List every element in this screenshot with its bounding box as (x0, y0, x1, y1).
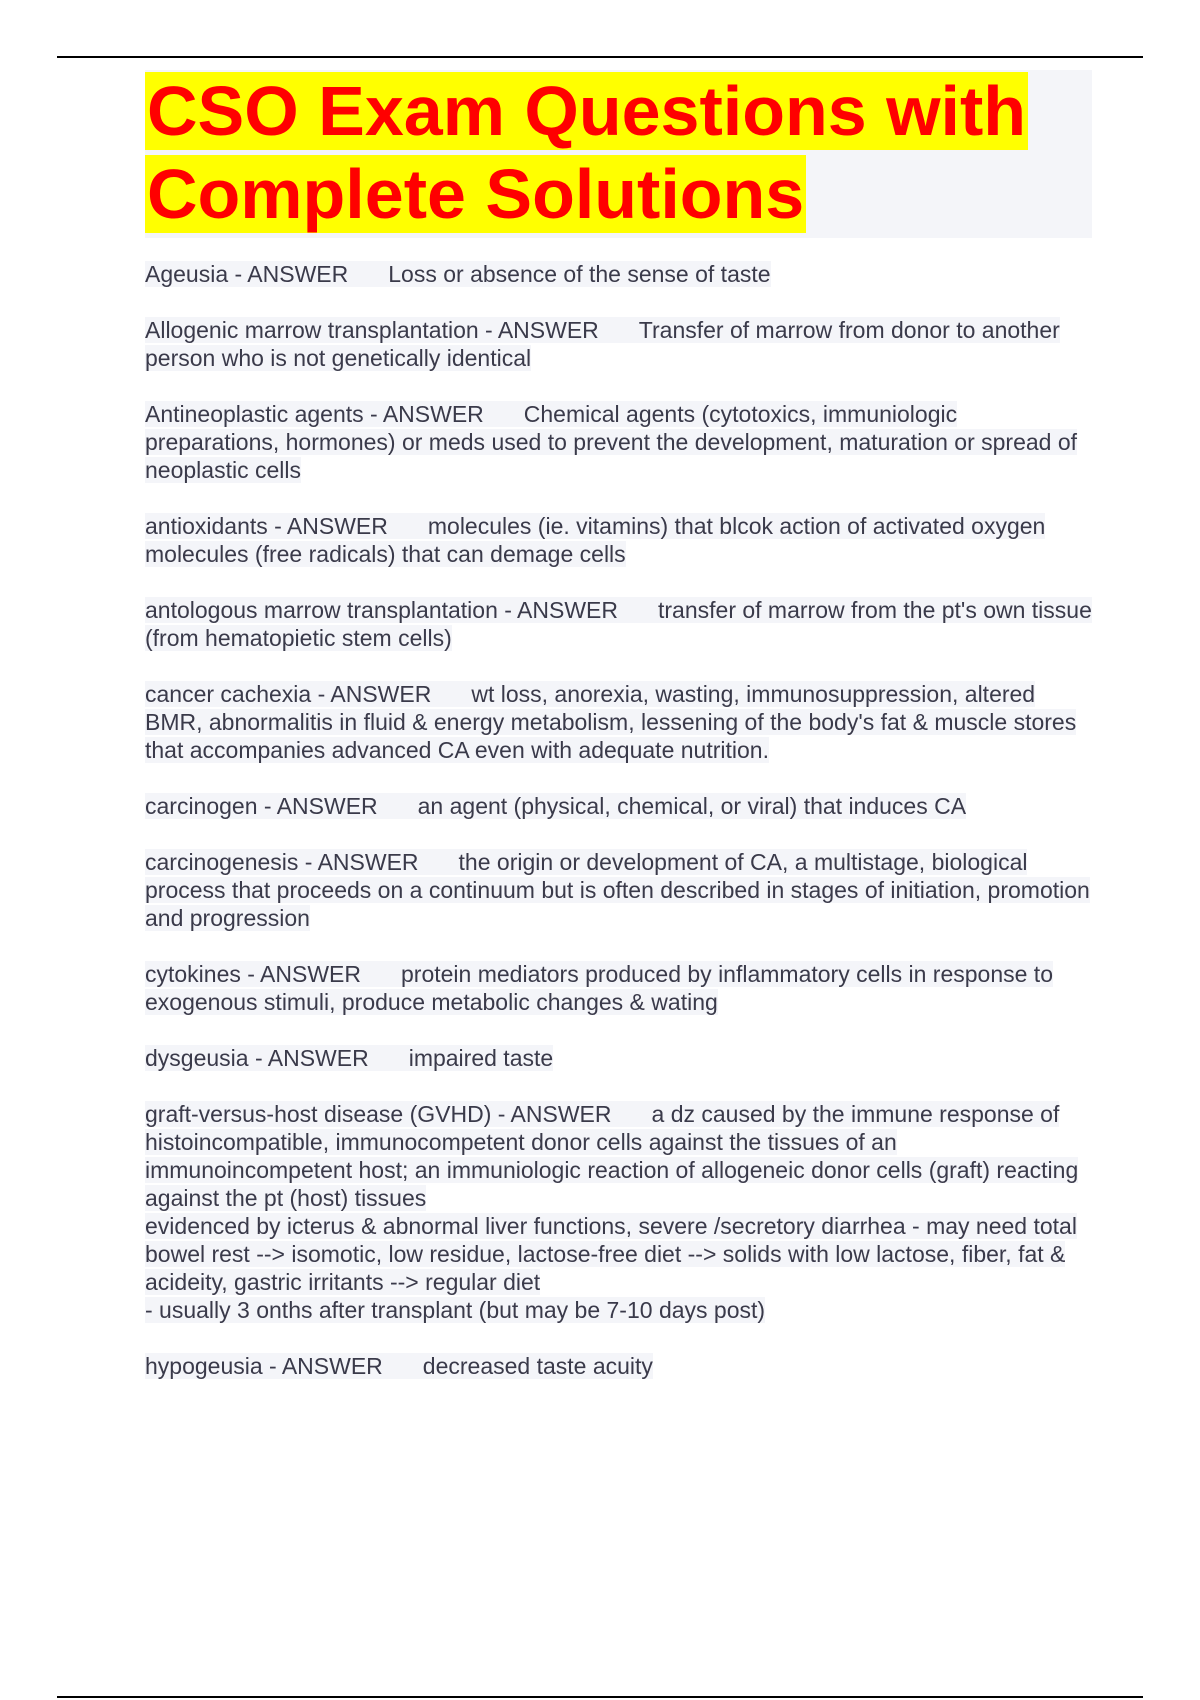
qa-entry (145, 596, 1092, 652)
qa-entry (145, 848, 1092, 932)
qa-entry (145, 260, 1092, 288)
entry-definition: impaired taste (408, 1045, 554, 1071)
entry-extra-line (145, 1296, 1092, 1324)
entry-term: dysgeusia - ANSWER (145, 1045, 369, 1071)
entry-definition: decreased taste acuity (422, 1353, 653, 1379)
qa-entry (145, 400, 1092, 484)
entry-term: antologous marrow transplantation - ANSWER (145, 597, 618, 623)
entry-term: Antineoplastic agents - ANSWER (145, 401, 484, 427)
qa-line (145, 681, 1076, 763)
qa-line (145, 597, 1092, 651)
bottom-rule (57, 1696, 1143, 1698)
entry-extra-text: - usually 3 onths after transplant (but may be 7-10 days post) (145, 1297, 766, 1323)
entry-definition: the origin or development of CA, a multistage, biological process that proceeds on a continuum but is often described in stages of initiation, promotion and progression (145, 849, 1090, 931)
entry-term: carcinogen - ANSWER (145, 793, 378, 819)
qa-line (145, 1101, 1078, 1211)
qa-line (145, 961, 1053, 1015)
qa-entry (145, 960, 1092, 1016)
title-block (145, 70, 1092, 238)
qa-entry (145, 792, 1092, 820)
qa-entry (145, 1352, 1092, 1380)
entry-definition: wt loss, anorexia, wasting, immunosuppression, altered BMR, abnormalitis in fluid & energy metabolism, lessening of the body's fat & muscle stores that accompanies advanced CA even with adequate nutrition. (145, 681, 1077, 763)
entry-term: antioxidants - ANSWER (145, 513, 388, 539)
qa-entry (145, 680, 1092, 764)
document-title: CSO Exam Questions with Complete Solutions (147, 72, 1027, 233)
top-rule (57, 56, 1143, 58)
entry-definition: Chemical agents (cytotoxics, immuniologic preparations, hormones) or meds used to prevent the development, maturation or spread of neoplastic cells (145, 401, 1078, 483)
entry-list (145, 260, 1092, 1380)
entry-term: cancer cachexia - ANSWER (145, 681, 432, 707)
qa-line (145, 1045, 553, 1071)
qa-entry (145, 1044, 1092, 1072)
qa-line (145, 513, 1045, 567)
qa-entry (145, 316, 1092, 372)
qa-line (145, 401, 1077, 483)
entry-definition: molecules (ie. vitamins) that blcok action of activated oxygen molecules (free radicals) that can demage cells (145, 513, 1046, 567)
entry-definition: transfer of marrow from the pt's own tissue (from hematopietic stem cells) (145, 597, 1092, 651)
qa-line (145, 261, 771, 287)
entry-extra-line (145, 1212, 1092, 1296)
document-body (145, 70, 1092, 1408)
entry-definition: Loss or absence of the sense of taste (388, 261, 771, 287)
entry-term: Ageusia - ANSWER (145, 261, 349, 287)
entry-definition: Transfer of marrow from donor to another person who is not genetically identical (145, 317, 1060, 371)
qa-line (145, 849, 1090, 931)
entry-term: carcinogenesis - ANSWER (145, 849, 419, 875)
entry-term: hypogeusia - ANSWER (145, 1353, 383, 1379)
entry-term: graft-versus-host disease (GVHD) - ANSWER (145, 1101, 612, 1127)
entry-definition: protein mediators produced by inflammatory cells in response to exogenous stimuli, produce metabolic changes & wating (145, 961, 1053, 1015)
entry-term: cytokines - ANSWER (145, 961, 361, 987)
qa-entry (145, 1100, 1092, 1324)
entry-definition: a dz caused by the immune response of histoincompatible, immunocompetent donor cells against the tissues of an immunoincompetent host; an immuniologic reaction of allogeneic donor cells (graft) reacting against the pt (host) tissues (145, 1101, 1079, 1211)
entry-term: Allogenic marrow transplantation - ANSWER (145, 317, 599, 343)
entry-extra-text: evidenced by icterus & abnormal liver functions, severe /secretory diarrhea - may need total bowel rest --> isomotic, low residue, lactose-free diet --> solids with low lactose, fiber, fat & acideity, gastric irritants --> regular diet (145, 1213, 1077, 1295)
qa-entry (145, 512, 1092, 568)
qa-line (145, 1353, 653, 1379)
entry-definition: an agent (physical, chemical, or viral) that induces CA (417, 793, 967, 819)
qa-line (145, 793, 966, 819)
qa-line (145, 317, 1060, 371)
